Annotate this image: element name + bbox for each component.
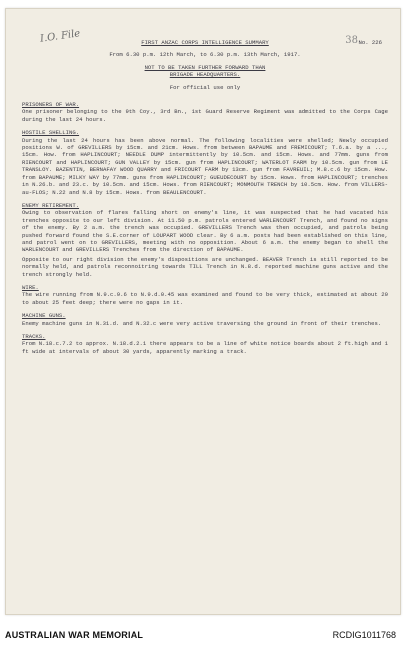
section-text: During the last 24 hours has been above normal. The following localities were shelled; Newly occupied positions W. of GREVILLERS by 15cm. and 21cm. Hows. from between BAPAUME and FREMICOURT; T.6.a. by a ..., 15cm. How. from HAPLINCOURT; NEEDLE DUMP intermittently by 10.5cm. and 15cm. Hows. and 77mm. guns from RIENCOURT and HAPLINCOURT; GUN VALLEY by 15cm. gun from HAPLINCOURT; WATERLOT FARM by 10.5cm. gun from LE TRANSLOY. BAZENTIN, BERNAFAY WOOD QUARRY and FRICOURT FARM by 13cm. gun from FAVREUIL; M.8.c.6 by 15cm. How. from BAPAUME; MILKY WAY by 77mm. guns from HAPLINCOURT; GUEUDECOURT by 15cm. Hows. from HAPLINCOURT; trenches in N.26.b. and 23.c. by 10.5cm. and 15cm. Hows. from RIENCOURT; MONMOUTH TRENCH by 10.5cm. How. from VILLERS-au-FLOS; N.22 and N.8 by 15cm. Hows. from BEAULENCOURT. — [22, 136, 388, 196]
document-number: No. 226 — [358, 39, 382, 46]
restriction-line-1: NOT TO BE TAKEN FURTHER FORWARD THAN — [144, 63, 266, 71]
record-id: RCDIG1011768 — [332, 630, 396, 640]
archive-name: AUSTRALIAN WAR MEMORIAL — [5, 630, 144, 640]
section-machine-guns — [22, 312, 388, 327]
classification: For official use only — [169, 83, 241, 91]
page-number-stamp: 38 — [345, 35, 358, 46]
header — [22, 39, 388, 46]
section-hostile-shelling — [22, 129, 388, 196]
section-heading: ENEMY RETIREMENT. — [22, 201, 80, 209]
document-body — [22, 19, 388, 355]
section-heading: MACHINE GUNS. — [22, 312, 66, 320]
section-text: One prisoner belonging to the 9th Coy., 3rd Bn., 1st Guard Reserve Regiment was admitted to the Corps Cage during the last 24 hours. — [22, 108, 388, 123]
section-text: Enemy machine guns in N.31.d. and N.32.c were very active traversing the ground in front of their trenches. — [22, 319, 382, 327]
section-text: Opposite to our right division the enemy's dispositions are unchanged. BEAVER Trench is still reported to be normally held, and patrols reconnoitring towards TILL Trench in N.8.d. reported machine guns active and the trench strongly held. — [22, 255, 388, 278]
section-enemy-retirement — [22, 202, 388, 278]
section-heading: HOSTILE SHELLING. — [22, 129, 80, 137]
restriction-line-2: BRIGADE HEADQUARTERS. — [169, 71, 241, 79]
section-text: From N.18.c.7.2 to approx. N.18.d.2.1 there appears to be a line of white notice boards about 2 ft.high and 1 ft wide at intervals of about 30 yards, apparently marking a track. — [22, 340, 388, 355]
section-heading: WIRE. — [22, 283, 39, 291]
document-title: FIRST ANZAC CORPS INTELLIGENCE SUMMARY — [141, 39, 269, 46]
section-text: The wire running from N.9.c.9.6 to N.9.d.0.45 was examined and found to be very thick, estimated at about 20 to about 25 feet deep; there were no gaps in it. — [22, 291, 388, 306]
period-line: From 6.30 p.m. 12th March, to 6.30 p.m. 13th March, 1917. — [109, 51, 301, 59]
section-prisoners — [22, 101, 388, 123]
section-heading: PRISONERS OF WAR. — [22, 101, 80, 109]
handwritten-file-note: I.O. File — [39, 28, 81, 45]
document-page — [5, 8, 401, 615]
archive-footer — [0, 620, 404, 654]
section-text: Owing to observation of flares falling short on enemy's line, it was suspected that he had vacated his trenches opposite to our left division. At 11.50 p.m. patrols entered WARLENCOURT Trench, and found no signs of the enemy. By 2 a.m. the trench was occupied. GREVILLERS Trench was then occupied, and patrols being pushed forward found the S.E.corner of LOUPART WOOD clear. By 6 a.m. posts had been established on this line, and patrol went on to GREVILLERS, meeting with no opposition. About 6 a.m. the enemy began to shell the WARLENCOURT and GREVILLERS Trenches from the direction of BAPAUME. — [22, 209, 388, 254]
section-tracks — [22, 333, 388, 355]
section-wire — [22, 284, 388, 306]
section-heading: TRACKS. — [22, 333, 46, 340]
